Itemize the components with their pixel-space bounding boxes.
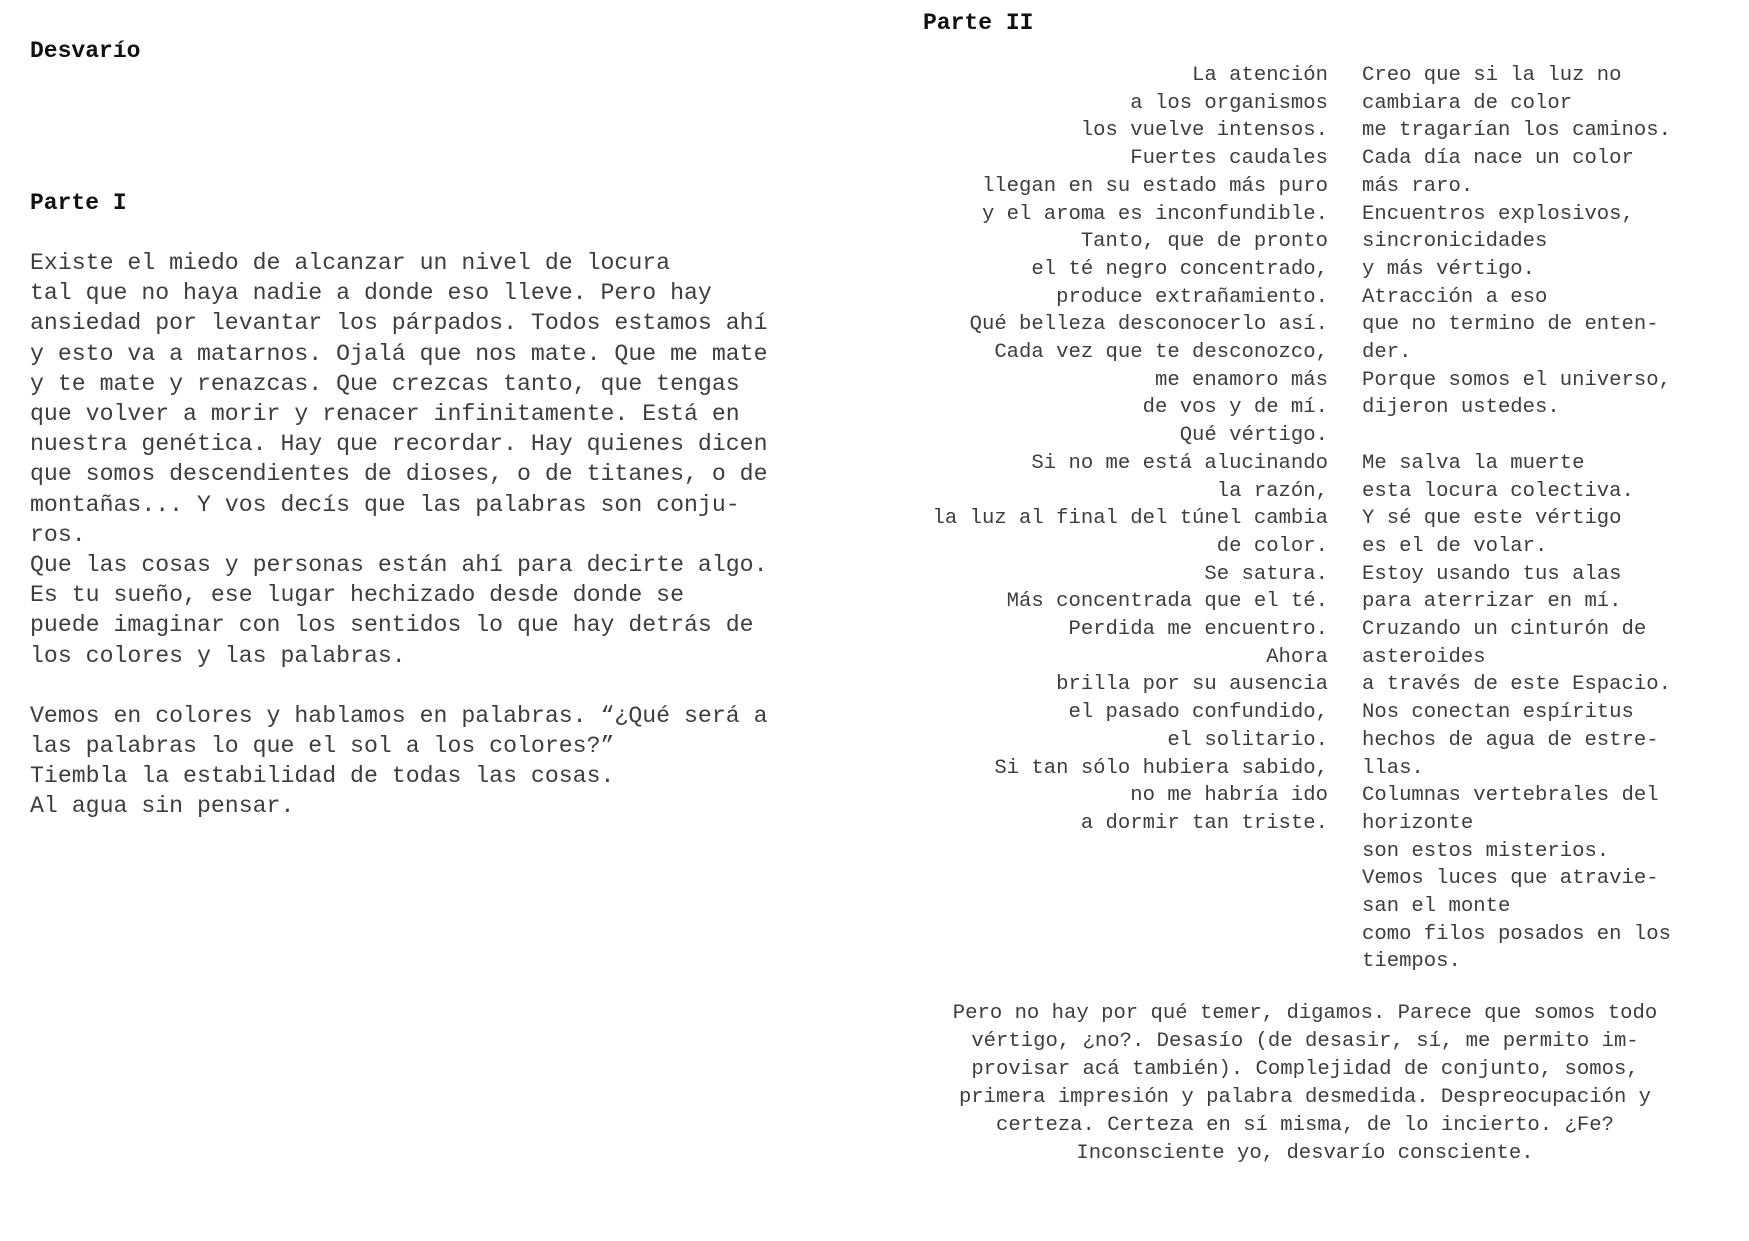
- poem-line: es el de volar.: [1362, 534, 1548, 558]
- poem-line: Tanto, que de pronto: [1080, 230, 1328, 254]
- text-line: Es tu sueño, ese lugar hechizado desde donde se: [30, 582, 684, 609]
- part1-body: [30, 248, 850, 852]
- text-line: vértigo, ¿no?. Desasío (de desasir, sí, me permito im-: [971, 1029, 1639, 1053]
- poem-line: me tragarían los caminos.: [1362, 119, 1671, 143]
- text-line: ansiedad por levantar los párpados. Todos estamos ahí: [30, 310, 768, 337]
- text-line: los colores y las palabras.: [30, 642, 406, 669]
- text-line: que volver a morir y renacer infinitamente. Está en: [30, 401, 740, 428]
- poem-line: Porque somos el universo,: [1362, 368, 1671, 392]
- text-line: Tiembla la estabilidad de todas las cosas.: [30, 763, 615, 790]
- poem-line: el solitario.: [1167, 728, 1328, 752]
- poem-line: san el monte: [1362, 895, 1511, 919]
- poem-line: Cada día nace un color: [1362, 147, 1634, 171]
- poem-line: Cada vez que te desconozco,: [994, 341, 1328, 365]
- text-line: que somos descendientes de dioses, o de titanes, o de: [30, 461, 768, 488]
- poem-line: la razón,: [1216, 479, 1328, 503]
- poem-line: llegan en su estado más puro: [981, 174, 1328, 198]
- poem-line: tiempos.: [1362, 950, 1461, 974]
- document-title: Desvarío: [30, 38, 141, 64]
- poem-line: de color.: [1216, 534, 1328, 558]
- text-line: nuestra genética. Hay que recordar. Hay quienes dicen: [30, 431, 768, 458]
- poem-line: Atracción a eso: [1362, 285, 1548, 309]
- poem-line: produce extrañamiento.: [1056, 285, 1328, 309]
- poem-line: Columnas vertebrales del: [1362, 784, 1659, 808]
- poem-line: de vos y de mí.: [1142, 396, 1328, 420]
- poem-line: y más vértigo.: [1362, 257, 1536, 281]
- stanza-gap: [1362, 422, 1747, 450]
- poem-line: Qué vértigo.: [1179, 424, 1328, 448]
- poem-line: el té negro concentrado,: [1031, 257, 1328, 281]
- text-line: y te mate y renazcas. Que crezcas tanto, que tengas: [30, 370, 740, 397]
- poem-line: los vuelve intensos.: [1080, 119, 1328, 143]
- text-line: las palabras lo que el sol a los colores?”: [30, 733, 615, 760]
- poem-line: para aterrizar en mí.: [1362, 590, 1622, 614]
- text-line: Existe el miedo de alcanzar un nivel de locura: [30, 250, 671, 276]
- text-line: Pero no hay por qué temer, digamos. Parece que somos todo: [952, 1002, 1658, 1025]
- poem-line: Perdida me encuentro.: [1068, 618, 1328, 642]
- text-line: primera impresión y palabra desmedida. Despreocupación y: [958, 1085, 1652, 1109]
- part1-paragraph-2: [30, 701, 850, 822]
- text-line: ros.: [30, 521, 86, 548]
- poem-line: Qué belleza desconocerlo así.: [969, 313, 1328, 337]
- poem-line: sincronicidades: [1362, 230, 1548, 254]
- poem-line: no me habría ido: [1130, 784, 1328, 808]
- poem-line: asteroides: [1362, 645, 1486, 669]
- poem-line: horizonte: [1362, 811, 1474, 835]
- text-line: puede imaginar con los sentidos lo que hay detrás de: [30, 612, 754, 639]
- poem-line: el pasado confundido,: [1068, 701, 1328, 725]
- text-line: Inconsciente yo, desvarío consciente.: [1076, 1141, 1534, 1165]
- poem-line: Encuentros explosivos,: [1362, 202, 1634, 226]
- closing-paragraph: [905, 1000, 1705, 1167]
- poem-left-column: [880, 62, 1328, 838]
- poem-right-column: [1362, 62, 1747, 976]
- poem-line: más raro.: [1362, 174, 1474, 198]
- poem-line: son estos misterios.: [1362, 839, 1610, 863]
- poem-line: Creo que si la luz no: [1362, 64, 1622, 87]
- poem-line: der.: [1362, 341, 1412, 365]
- poem-line: y el aroma es inconfundible.: [981, 202, 1328, 226]
- text-line: montañas... Y vos decís que las palabras son conju-: [30, 491, 740, 518]
- poem-line: Cruzando un cinturón de: [1362, 618, 1647, 642]
- poem-line: a dormir tan triste.: [1080, 811, 1328, 835]
- poem-line: llas.: [1362, 756, 1424, 780]
- poem-line: como filos posados en los: [1362, 922, 1671, 946]
- part2-heading: Parte II: [923, 10, 1034, 36]
- poem-line: Y sé que este vértigo: [1362, 507, 1622, 531]
- poem-line: cambiara de color: [1362, 91, 1573, 115]
- poem-line: Más concentrada que el té.: [1006, 590, 1328, 614]
- poem-line: Ahora: [1266, 645, 1328, 669]
- poem-line: brilla por su ausencia: [1056, 673, 1328, 697]
- poem-line: Si no me está alucinando: [1031, 451, 1328, 475]
- text-line: Al agua sin pensar.: [30, 793, 295, 820]
- text-line: Que las cosas y personas están ahí para decirte algo.: [30, 552, 768, 579]
- poem-line: Me salva la muerte: [1362, 451, 1585, 475]
- poem-line: Fuertes caudales: [1130, 147, 1328, 171]
- poem-line: La atención: [1192, 64, 1328, 87]
- part1-heading: Parte I: [30, 190, 127, 216]
- poem-line: la luz al final del túnel cambia: [932, 507, 1328, 531]
- text-line: y esto va a matarnos. Ojalá que nos mate. Que me mate: [30, 340, 768, 367]
- poem-line: Vemos luces que atravie-: [1362, 867, 1659, 891]
- text-line: tal que no haya nadie a donde eso lleve. Pero hay: [30, 280, 712, 307]
- text-line: certeza. Certeza en sí misma, de lo incierto. ¿Fe?: [996, 1113, 1614, 1137]
- poem-line: a través de este Espacio.: [1362, 673, 1671, 697]
- text-line: provisar acá también). Complejidad de conjunto, somos,: [971, 1057, 1639, 1081]
- text-line: Vemos en colores y hablamos en palabras. “¿Qué será a: [30, 702, 768, 729]
- poem-line: dijeron ustedes.: [1362, 396, 1560, 420]
- part1-paragraph-1: [30, 248, 850, 671]
- poem-line: a los organismos: [1130, 91, 1328, 115]
- poem-line: Nos conectan espíritus: [1362, 701, 1634, 725]
- poem-line: Se satura.: [1204, 562, 1328, 586]
- poem-line: Estoy usando tus alas: [1362, 562, 1622, 586]
- poem-line: Si tan sólo hubiera sabido,: [994, 756, 1328, 780]
- poem-line: hechos de agua de estre-: [1362, 728, 1659, 752]
- poem-line: esta locura colectiva.: [1362, 479, 1634, 503]
- poem-line: me enamoro más: [1154, 368, 1328, 392]
- poem-line: que no termino de enten-: [1362, 313, 1659, 337]
